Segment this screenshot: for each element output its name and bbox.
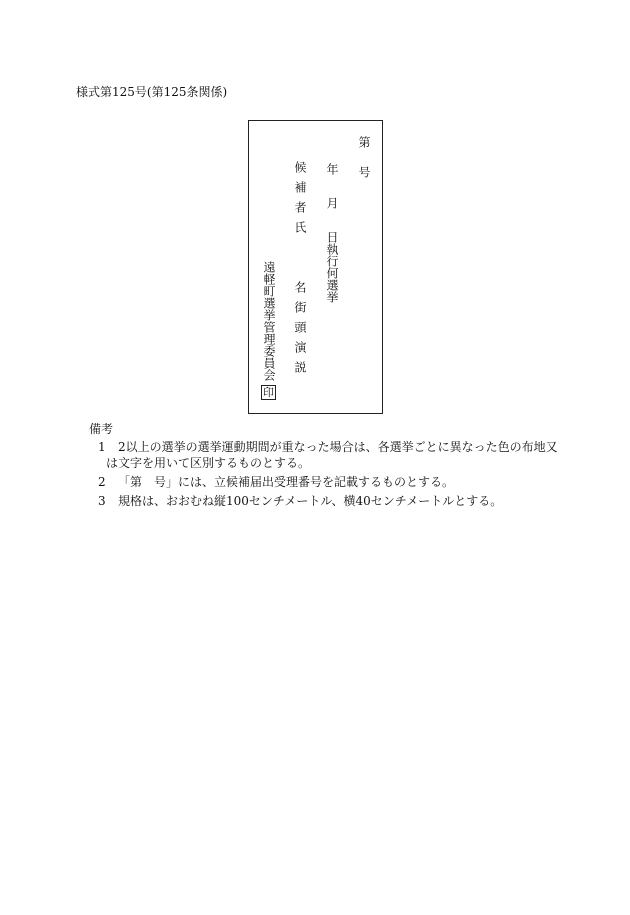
election-date-column <box>326 163 338 303</box>
street-speech-label: 名街頭演説 <box>293 281 307 381</box>
note-number: 1 <box>98 440 106 454</box>
election-committee-name: 遠軽町選挙管理委員会 <box>262 261 276 381</box>
note-item <box>98 439 558 471</box>
date-year: 年 <box>325 163 339 175</box>
note-number: 2 <box>98 475 106 489</box>
note-item <box>98 474 558 490</box>
note-number: 3 <box>98 494 106 508</box>
flag-form-box <box>248 120 383 414</box>
note-text: 「第 号」には、立候補届出受理番号を記載するものとする。 <box>118 475 455 489</box>
number-label: 第号 <box>357 136 371 196</box>
candidate-label: 候補者氏 <box>293 161 307 241</box>
notes-list <box>98 439 558 512</box>
candidate-column <box>294 161 306 381</box>
form-number-title: 様式第125号(第125条関係) <box>76 85 228 99</box>
seal-stamp: 印 <box>263 386 274 399</box>
note-text <box>106 439 558 471</box>
date-day-election: 日執行何選挙 <box>325 231 339 303</box>
note-text-line1: 2以上の選挙の選挙運動期間が重なった場合は、各選挙ごとに異なった色の布地又 <box>118 440 558 454</box>
notes-heading: 備考 <box>89 422 114 436</box>
note-text-line2: は文字を用いて区別するものとする。 <box>106 456 311 470</box>
date-month: 月 <box>325 197 339 209</box>
note-item <box>98 493 558 509</box>
note-text: 規格は、おおむね縦100センチメートル、横40センチメートルとする。 <box>118 494 503 508</box>
